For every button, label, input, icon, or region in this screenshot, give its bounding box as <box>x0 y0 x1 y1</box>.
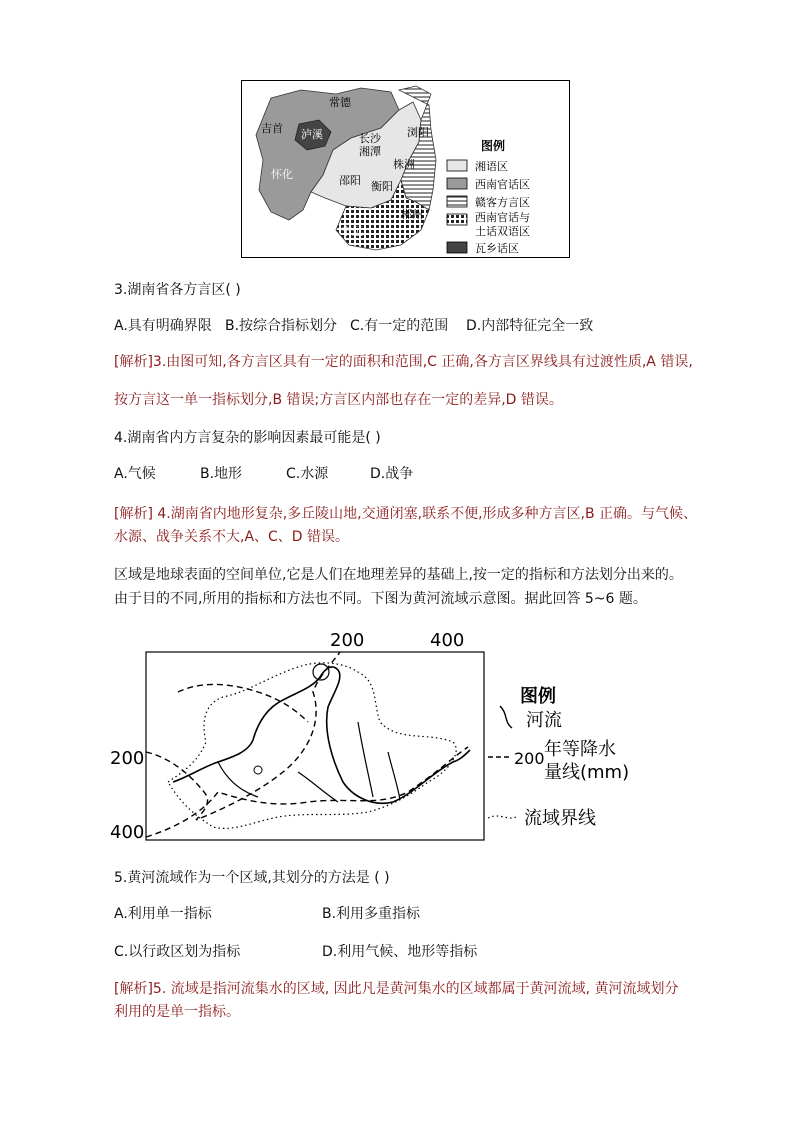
q5-option-c: C.以行政区划为指标 <box>114 944 241 960</box>
legend-item: 土话双语区 <box>475 225 530 238</box>
q4-option-d: D.战争 <box>370 466 414 482</box>
city-label: 常德 <box>329 96 351 109</box>
city-label: 怀化 <box>271 168 293 181</box>
q5-stem: 5.黄河流域作为一个区域,其划分的方法是 ( ) <box>114 870 390 886</box>
city-label: 衡阳 <box>371 180 393 193</box>
city-label: 吉首 <box>261 122 283 135</box>
isoline-label: 200 <box>330 630 365 651</box>
city-label: 湘潭 <box>359 145 381 158</box>
isoline-label: 200 <box>110 748 145 769</box>
legend-item: 西南官话与 <box>475 211 530 224</box>
legend-basin: 流域界线 <box>524 808 596 829</box>
isoline-label: 400 <box>430 630 465 651</box>
q3-option-d: D.内部特征完全一致 <box>466 318 594 334</box>
city-label: 浏阳 <box>407 126 429 139</box>
legend-isoline-unit: 量线(mm) <box>544 762 630 783</box>
legend-item: 瓦乡话区 <box>475 242 519 255</box>
q4-option-b: B.地形 <box>200 466 243 482</box>
legend-title: 图例 <box>481 139 506 153</box>
city-label: 邵阳 <box>339 174 361 187</box>
legend-item: 西南官话区 <box>475 178 530 191</box>
q5-option-a: A.利用单一指标 <box>114 906 212 922</box>
q3-option-b: B.按综合指标划分 <box>225 318 338 334</box>
q5-explanation-cont: 利用的是单一指标。 <box>114 1004 240 1020</box>
q4-option-c: C.水源 <box>286 466 329 482</box>
hunan-dialect-map <box>241 80 570 258</box>
q5-option-d: D.利用气候、地形等指标 <box>322 944 478 960</box>
intro-paragraph: 区域是地球表面的空间单位,它是人们在地理差异的基础上,按一定的指标和方法划分出来的。 <box>114 567 683 583</box>
q4-explanation: [解析] 4.湖南省内地形复杂,多丘陵山地,交通闭塞,联系不便,形成多种方言区,B 正确。与气候、 <box>114 506 698 522</box>
q4-option-a: A.气候 <box>114 466 156 482</box>
isoline-label: 400 <box>110 822 145 843</box>
legend-isoline: 年等降水 <box>544 739 616 760</box>
city-label: 泸溪 <box>301 128 323 141</box>
q3-stem: 3.湖南省各方言区( ) <box>114 282 241 298</box>
q3-option-a: A.具有明确界限 <box>114 318 212 334</box>
legend-isoline-value: 200 <box>514 749 545 768</box>
legend-river: 河流 <box>526 710 562 731</box>
city-label: 长沙 <box>359 132 381 145</box>
q5-option-b: B.利用多重指标 <box>322 906 421 922</box>
q4-explanation-cont: 水源、战争关系不大,A、C、D 错误。 <box>114 529 350 545</box>
intro-paragraph-cont: 由于目的不同,所用的指标和方法也不同。下图为黄河流域示意图。据此回答 5~6 题。 <box>114 591 647 607</box>
city-label: 宁远 <box>341 225 363 238</box>
legend-item: 赣客方言区 <box>475 196 530 209</box>
city-label: 郴州 <box>401 208 423 221</box>
q5-explanation: [解析]5. 流域是指河流集水的区域, 因此凡是黄河集水的区域都属于黄河流域, 黄河流域划分 <box>114 981 679 997</box>
q3-explanation-cont: 按方言这一单一指标划分,B 错误;方言区内部也存在一定的差异,D 错误。 <box>114 392 563 408</box>
q4-stem: 4.湖南省内方言复杂的影响因素最可能是( ) <box>114 430 381 446</box>
q3-option-c: C.有一定的范围 <box>350 318 449 334</box>
city-label: 株洲 <box>393 158 415 171</box>
legend-title: 图例 <box>520 686 556 707</box>
yellow-river-map <box>108 622 630 844</box>
q3-explanation: [解析]3.由图可知,各方言区具有一定的面积和范围,C 正确,各方言区界线具有过渡性质,A 错误, <box>114 354 693 370</box>
legend-item: 湘语区 <box>475 160 508 173</box>
